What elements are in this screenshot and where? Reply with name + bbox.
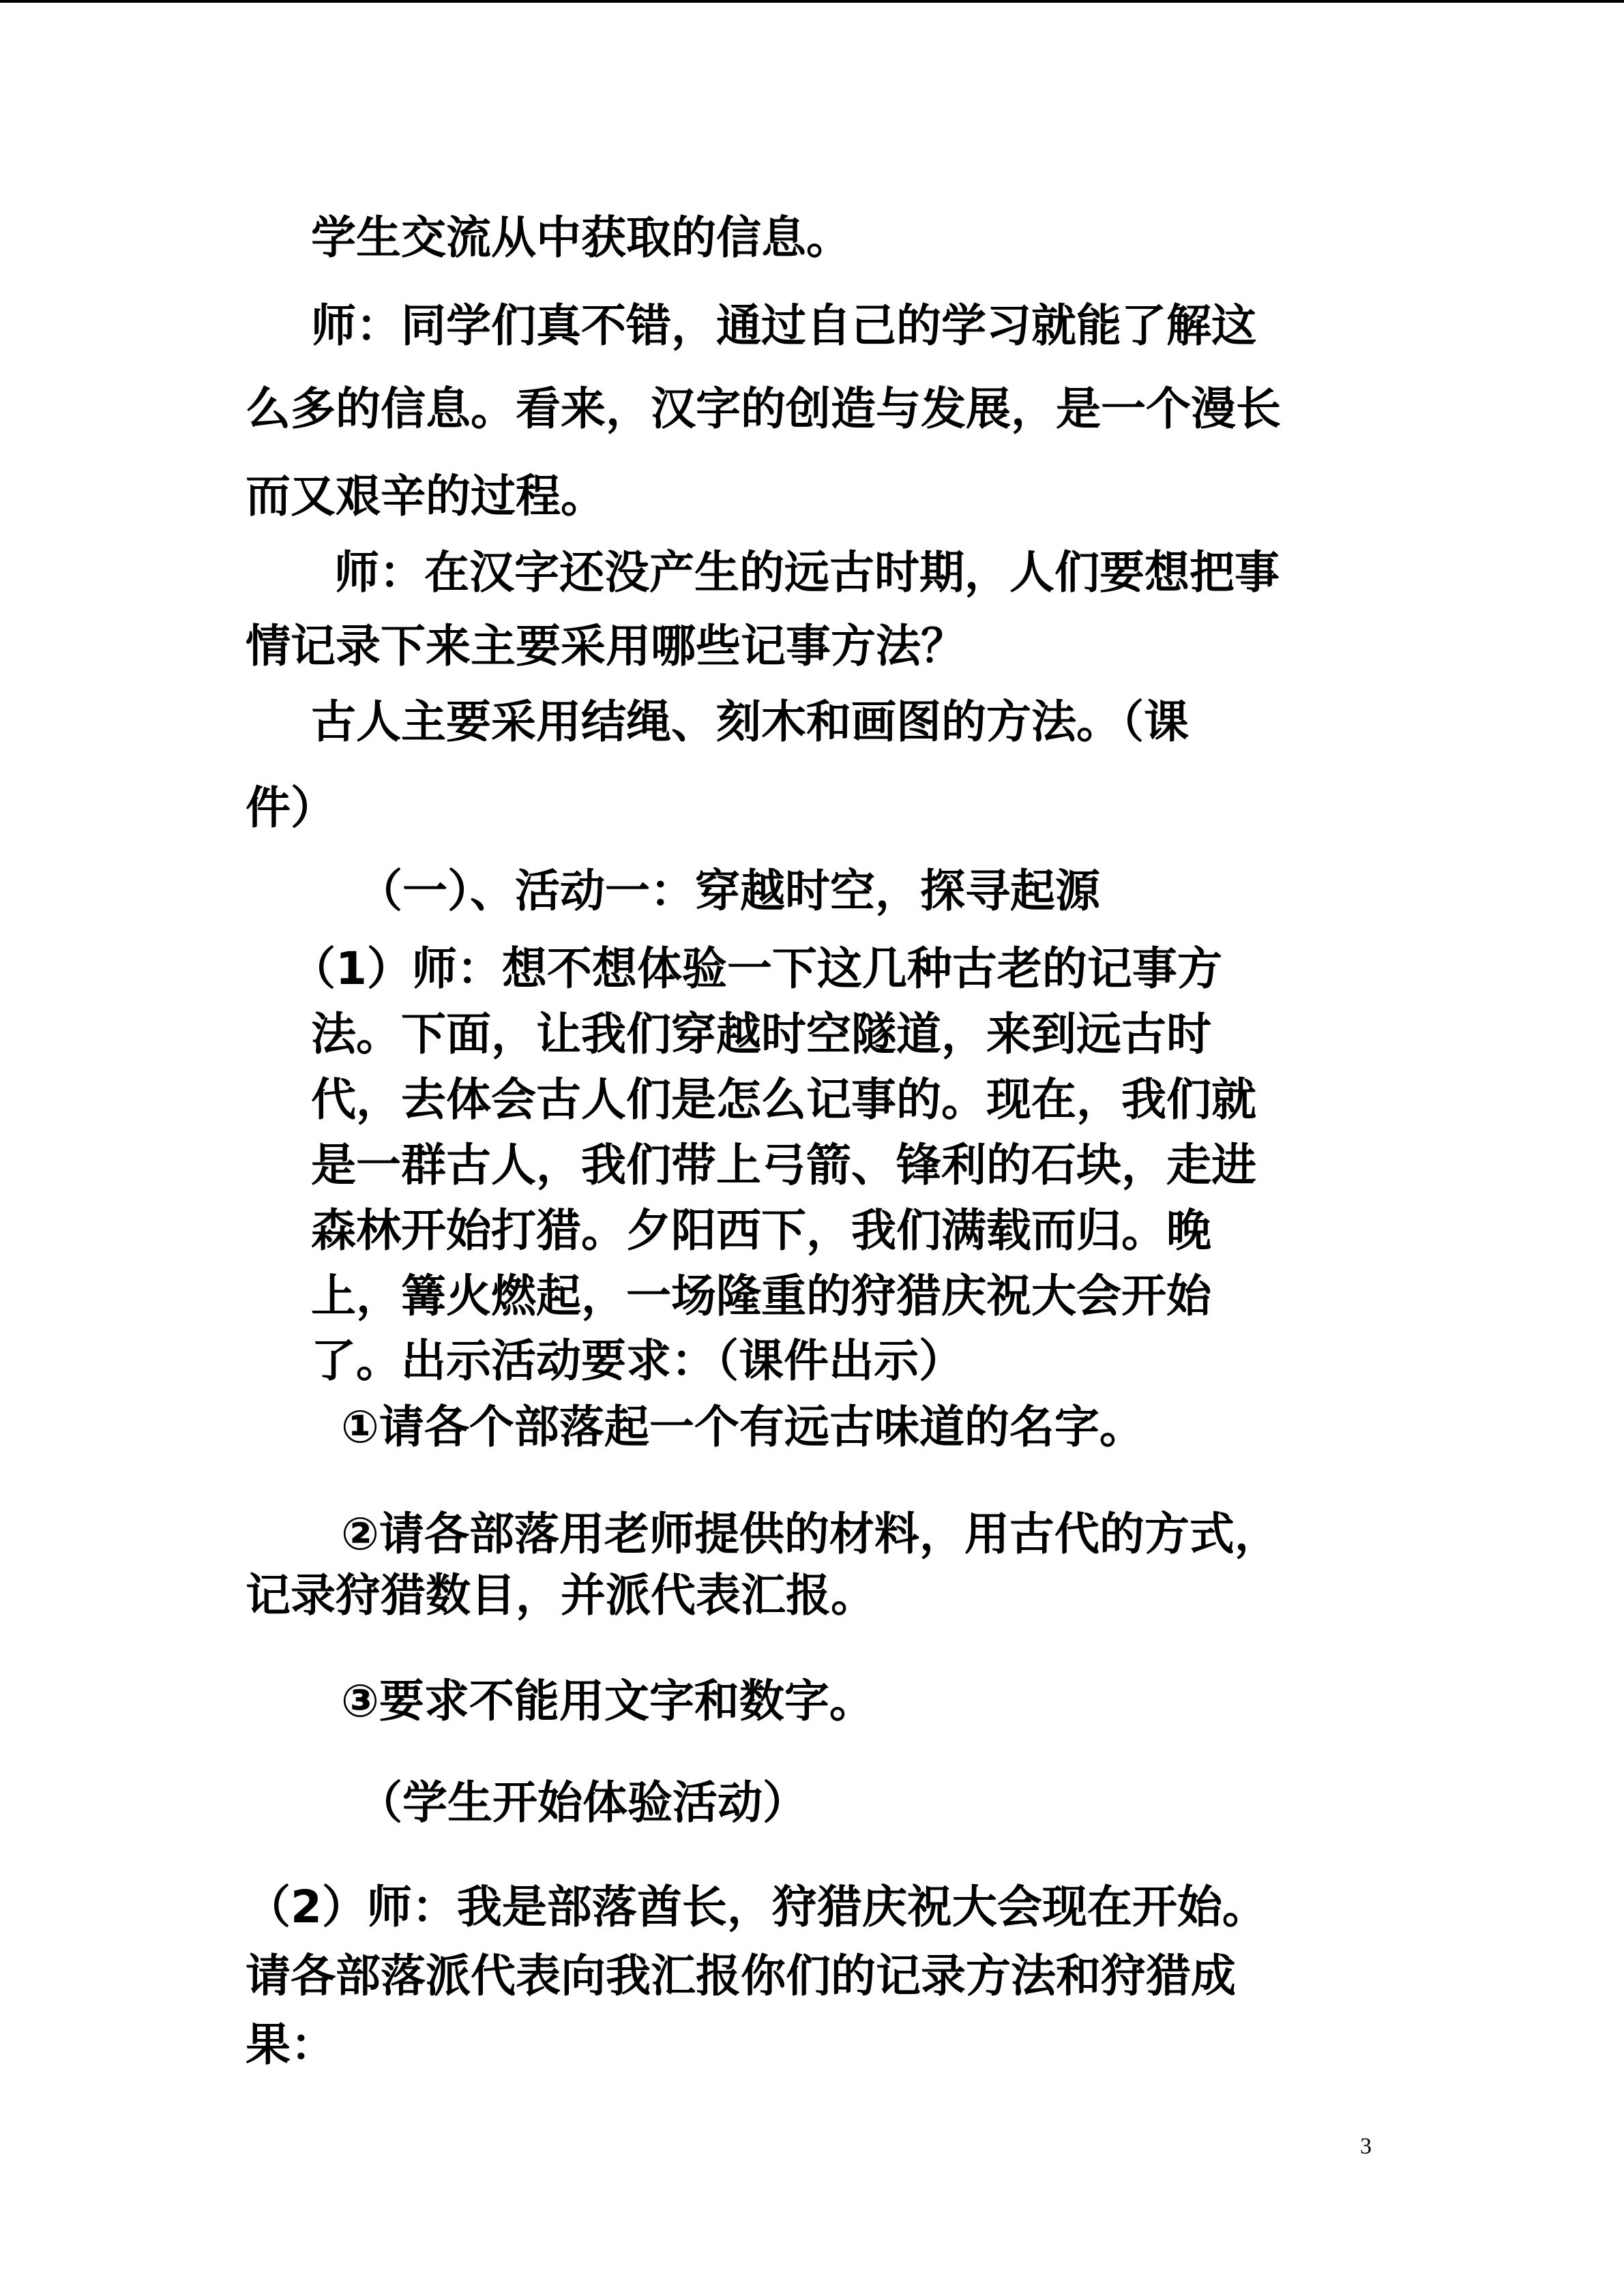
page-top-border (0, 0, 1624, 3)
text-line: 学生交流从中获取的信息。 (311, 211, 851, 264)
text-line: 了。出示活动要求：（课件出示） (311, 1335, 964, 1387)
text-line: 师：在汉字还没产生的远古时期，人们要想把事 (334, 546, 1280, 599)
section-heading: （一）、活动一：穿越时空，探寻起源 (357, 865, 1100, 917)
requirement-item: ②请各部落用老师提供的材料，用古代的方式， (341, 1508, 1280, 1560)
text-line: 上，篝火燃起，一场隆重的狩猎庆祝大会开始 (311, 1270, 1211, 1322)
text-line: 森林开始打猎。夕阳西下，我们满载而归。晚 (311, 1204, 1211, 1257)
text-line: 请各部落派代表向我汇报你们的记录方法和狩猎成 (246, 1950, 1236, 2002)
text-line: 果： (246, 2018, 336, 2071)
text-line: 师：同学们真不错，通过自己的学习就能了解这 (311, 299, 1256, 352)
text-line: 古人主要采用结绳、刻木和画图的方法。（课 (311, 696, 1189, 748)
requirement-item: ①请各个部落起一个有远古味道的名字。 (341, 1401, 1145, 1453)
text-line: 么多的信息。看来，汉字的创造与发展，是一个漫长 (246, 383, 1281, 435)
text-line: 而又艰辛的过程。 (246, 470, 606, 522)
text-line: 情记录下来主要采用哪些记事方法？ (246, 620, 966, 672)
text-line: 记录狩猎数目，并派代表汇报。 (246, 1569, 876, 1622)
text-line: （2）师：我是部落酋长，狩猎庆祝大会现在开始。 (246, 1881, 1267, 1933)
text-line: （1）师：想不想体验一下这几种古老的记事方 (291, 942, 1222, 995)
text-line: （学生开始体验活动） (357, 1776, 808, 1829)
page-number: 3 (1360, 2134, 1372, 2159)
text-line: 件） (246, 781, 336, 834)
requirement-item: ③要求不能用文字和数字。 (341, 1675, 874, 1727)
text-line: 代，去体会古人们是怎么记事的。现在，我们就 (311, 1073, 1256, 1126)
text-line: 是一群古人，我们带上弓箭、锋利的石块，走进 (311, 1139, 1256, 1191)
text-line: 法。下面，让我们穿越时空隧道，来到远古时 (311, 1008, 1211, 1060)
